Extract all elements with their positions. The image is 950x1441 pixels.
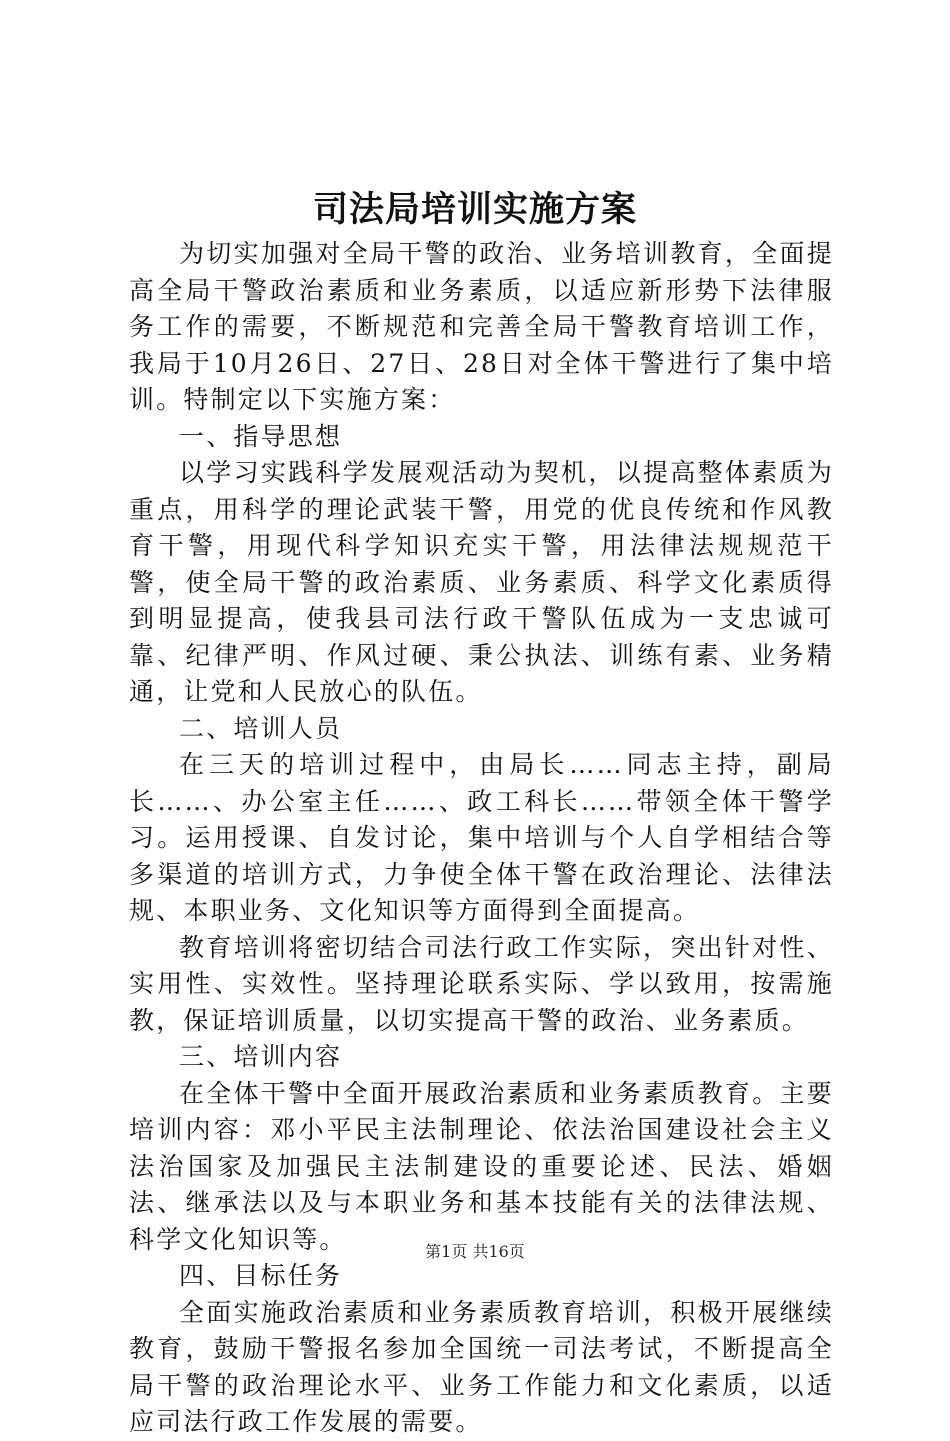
section-heading-training-content: 三、培训内容 <box>179 1042 343 1071</box>
page-number-footer: 第1页 共16页 <box>425 1242 525 1261</box>
body-paragraph: 全面实施政治素质和业务素质教育培训，积极开展继续教育，鼓励干警报名参加全国统一司法考试，不断提高全局干警的政治理论水平、业务工作能力和文化素质，以适应司法行政工作发展的需要。 <box>129 1297 834 1436</box>
section-heading-objectives: 四、目标任务 <box>179 1261 343 1290</box>
body-paragraph: 教育培训将密切结合司法行政工作实际，突出针对性、实用性、实效性。坚持理论联系实际、学以致用，按需施教，保证培训质量，以切实提高干警的政治、业务素质。 <box>129 932 834 1035</box>
intro-paragraph: 为切实加强对全局干警的政治、业务培训教育，全面提高全局干警政治素质和业务素质，以适应新形势下法律服务工作的需要，不断规范和完善全局干警教育培训工作，我局于10月26日、27日、28日对全体干警进行了集中培训。特制定以下实施方案： <box>129 239 834 414</box>
section-heading-guiding-ideology: 一、指导思想 <box>179 421 343 451</box>
body-paragraph: 以学习实践科学发展观活动为契机，以提高整体素质为重点，用科学的理论武装干警，用党的优良传统和作风教育干警，用现代科学知识充实干警，用法律法规规范干警，使全局干警的政治素质、业务素质、科学文化素质得到明显提高，使我县司法行政干警队伍成为一支忠诚可靠、纪律严明、作风过硬、秉公执法、训练有素、业务精通，让党和人民放心的队伍。 <box>129 458 834 706</box>
document-title: 司法局培训实施方案 <box>312 189 637 230</box>
section-heading-trainees: 二、培训人员 <box>179 713 343 743</box>
body-paragraph: 在全体干警中全面开展政治素质和业务素质教育。主要培训内容：邓小平民主法制理论、依法治国建设社会主义法治国家及加强民主法制建设的重要论述、民法、婚姻法、继承法以及与本职业务和基本技能有关的法律法规、科学文化知识等。 <box>129 1078 834 1254</box>
body-paragraph: 在三天的培训过程中，由局长……同志主持，副局长……、办公室主任……、政工科长……带领全体干警学习。运用授课、自发讨论，集中培训与个人自学相结合等多渠道的培训方式，力争使全体干警在政治理论、法律法规、本职业务、文化知识等方面得到全面提高。 <box>129 750 834 925</box>
